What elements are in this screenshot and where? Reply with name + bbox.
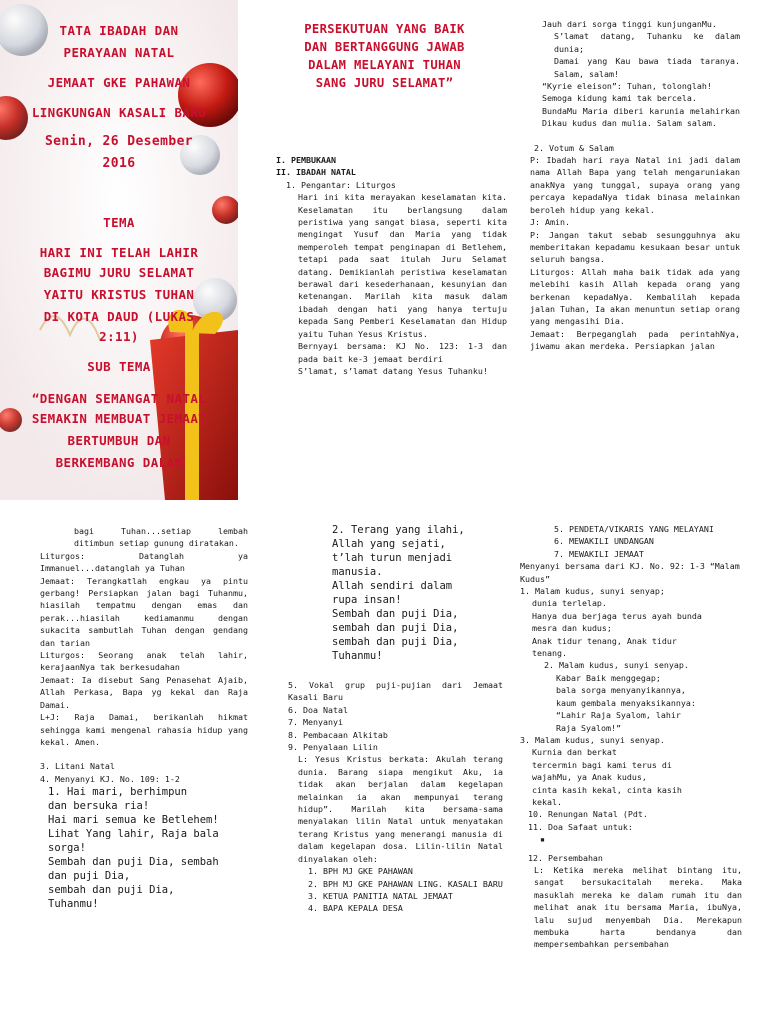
theme-heading-line-3: DALAM MELAYANI TUHAN <box>308 58 461 72</box>
song-109-line: Sembah dan puji Dia, sembah <box>48 856 219 869</box>
lilin-list-item: 1. BPH MJ GKE PAHAWAN <box>308 866 413 877</box>
jemaat-penasehat: Jemaat: Ia disebut Sang Penasehat Ajaib, Allah Perkasa, Bapa yg kekal dan Raja Damai. <box>40 674 248 710</box>
jemaat-terangkatlah: Jemaat: Terangkatlah engkau ya pintu gerbang! Persiapkan jalan bagi Tuhanmu, hiasilah tempatmu dengan emas dan perak...hiasilah kediamanmu dengan sukacita sambutlah Tuhan dengan gendang dan tarian <box>40 575 248 648</box>
hymn-line-1: Jauh dari sorga tinggi kunjunganMu. <box>542 19 717 29</box>
theme-heading <box>262 20 507 92</box>
verse-line: Anak tidur tenang, Anak tidur <box>532 635 677 646</box>
cover-panel <box>0 0 238 500</box>
item-vokal-grup: 5. Vokal grup puji-pujian dari Jemaat Kasali Baru <box>288 680 503 703</box>
votum-p1: P: Ibadah hari raya Natal ini jadi dalam nama Allah Bapa yang telah mengaruniakan anakNya yang tunggal, supaya orang yang percaya kepadaNya tidak binasa melainkan beroleh hidup yang kekal. <box>530 155 740 215</box>
lilin-list <box>288 865 503 915</box>
cover-title-line-3: JEMAAT GKE PAHAWAN <box>47 75 191 90</box>
jemaat-response: Jemaat: Berpeganglah pada perintahNya, jiwamu akan merdeka. Persiapkan jalan <box>530 328 740 352</box>
jemaat-continued: bagi Tuhan...setiap lembah ditimbun setiap gunung diratakan. <box>74 526 248 549</box>
sing-instruction: Bernyayi bersama: KJ No. 123: 1-3 dan pada bait ke-3 jemaat berdiri <box>298 341 507 364</box>
song-109-verse-1 <box>40 785 248 911</box>
verse-line: kekal. <box>532 796 562 807</box>
item-menyanyi-109: 4. Menyanyi KJ. No. 109: 1-2 <box>40 773 180 784</box>
song-line: sembah dan puji Dia, <box>332 622 459 634</box>
hymn-line-5: Semoga kidung kami tak bercela. <box>542 93 697 104</box>
panel-malam-kudus <box>520 523 742 1013</box>
lilin-item-7: 7. MEWAKILI JEMAAT <box>554 548 644 559</box>
song-109-line: Lihat Yang lahir, Raja bala <box>48 828 219 841</box>
lilin-list-item: 3. KETUA PANITIA NATAL JEMAAT <box>308 890 453 901</box>
item-penyalaan-lilin: 9. Penyalaan Lilin <box>288 742 378 753</box>
verse-line: mesra dan kudus; <box>532 623 612 634</box>
verse-line: Kurnia dan berkat <box>532 747 617 758</box>
verse-line: 1. Malam kudus, sunyi senyap; <box>520 586 665 597</box>
song-line: sembah dan puji Dia, <box>332 636 459 648</box>
panel-lilin <box>288 523 503 1013</box>
votum-j1: J: Amin. <box>530 217 570 228</box>
panel-votum <box>530 18 740 488</box>
theme-heading-line-4: SANG JURU SELAMAT” <box>315 76 454 90</box>
section-pembukaan: I. PEMBUKAAN <box>276 155 336 165</box>
item-persembahan: 12. Persembahan <box>528 852 603 863</box>
hymn-line-4: “Kyrie eleison”: Tuhan, tolonglah! <box>542 81 712 92</box>
tema-line-5: 2:11) <box>99 329 139 344</box>
sing-92-instruction: Menyanyi bersama dari KJ. No. 92: 1-3 “Malam Kudus” <box>520 561 740 584</box>
verse-line: 3. Malam kudus, sunyi senyap. <box>520 734 665 745</box>
song-109-line: dan puji Dia, <box>48 870 131 883</box>
verse-line: kaum gembala menyaksikannya: <box>556 697 696 708</box>
song-109-verse-2 <box>288 523 503 663</box>
item-pembacaan-alkitab: 8. Pembacaan Alkitab <box>288 729 388 740</box>
lilin-item-5: 5. PENDETA/VIKARIS YANG MELAYANI <box>554 524 714 534</box>
song-109-line: Tuhanmu! <box>48 898 99 911</box>
item-votum: 2. Votum & Salam <box>534 142 614 153</box>
sub-tema-line-3: BERTUMBUH DAN <box>67 433 171 448</box>
hymn-line-3: Damai yang Kau bawa tiada taranya. Salam, salam! <box>554 56 740 79</box>
liturgos-anak-lahir: Liturgos: Seorang anak telah lahir, kerajaanNya tak berkesudahan <box>40 650 248 673</box>
song-109-line: Hai mari semua ke Betlehem! <box>48 814 219 827</box>
theme-heading-line-1: PERSEKUTUAN YANG BAIK <box>304 22 465 36</box>
cover-title-line-4: LINGKUNGAN KASALI BARU <box>31 105 207 120</box>
item-menyanyi: 7. Menyanyi <box>288 717 343 728</box>
tema-line-4: DI KOTA DAUD (LUKAS <box>43 309 195 324</box>
verse-line: cinta kasih kekal, cinta kasih <box>532 784 682 795</box>
liturgos-datanglah: Liturgos: Datanglah ya Immanuel...datanglah ya Tuhan <box>40 550 248 574</box>
cover-text <box>0 0 238 500</box>
hymn-line-6: BundaMu Maria diberi karunia melahirkan Dikau kudus dan mulia. Salam salam. <box>542 105 740 129</box>
cover-title-line-1: TATA IBADAH DAN <box>59 23 179 38</box>
cover-title-line-2: PERAYAAN NATAL <box>63 45 175 60</box>
item-pengantar: 1. Pengantar: Liturgos <box>286 179 396 190</box>
song-line: Allah sendiri dalam <box>332 580 453 592</box>
hymn-line-2: S’lamat datang, Tuhanku ke dalam dunia; <box>554 31 740 54</box>
song-109-line: dan bersuka ria! <box>48 800 150 813</box>
theme-heading-line-2: DAN BERTANGGUNG JAWAB <box>304 40 465 54</box>
lilin-body: L: Yesus Kristus berkata: Akulah terang dunia. Barang siapa mengikut Aku, ia tidak akan berjalan dalam kegelapan melainkan ia akan mempunyai terang hidup”. Marilah kita bersama-sama menyalakan lilin Natal untuk menyatakan terang Kristus yang menerangi manusia di dalam kegelapan dosa. Lilin-lilin Natal dinyalakan oleh: <box>298 754 503 864</box>
cover-date-line-1: Senin, 26 Desember <box>44 134 194 149</box>
verse-line: “Lahir Raja Syalom, lahir <box>556 710 681 721</box>
song-109-line: sorga! <box>48 842 86 855</box>
sub-tema-line-1: “DENGAN SEMANGAT NATAL <box>31 391 207 406</box>
song-line: t’lah turun menjadi <box>332 552 453 564</box>
tema-line-2: BAGIMU JURU SELAMAT <box>43 265 195 280</box>
persembahan-body: L: Ketika mereka melihat bintang itu, sangat bersukacitalah mereka. Maka masuklah mereka ke dalam rumah itu dan melihat anak itu bersama Maria, ibuNya, lalu sujud menyembah Dia. Merekapun membuka harta bendanya dan mempersembahkan persembahan <box>534 864 742 950</box>
malam-kudus-verse-1 <box>520 585 742 659</box>
liturgos-response: Liturgos: Allah maha baik tidak ada yang melebihi kasih Allah kepada orang yang berkenan kepadaNya. Kembalilah kepada jalan Tuhan, Ia akan menuntun setiap orang yang mengasihi Dia. <box>530 266 740 327</box>
verse-line: tenang. <box>532 648 567 659</box>
bullet-icon: ▪ <box>540 834 545 845</box>
verse-line: Kabar Baik menggegap; <box>556 672 661 683</box>
votum-p2: P: Jangan takut sebab sesungguhnya aku memberitakan kepadamu kesukaan besar untuk seluruh bangsa. <box>530 229 740 265</box>
sub-tema-line-4: BERKEMBANG DALAM <box>55 455 183 470</box>
section-ibadah-natal: II. IBADAH NATAL <box>276 167 356 178</box>
pengantar-body: Hari ini kita merayakan keselamatan kita. Keselamatan itu berlangsung dalam peristiwa yang sangat biasa, seperti kita mengingat Yusuf dan Maria yang tidak memperoleh tempat penginapan di Betlehem, tetapi pada saat itulah Juru Selamat datang. Demikianlah peristiwa keselamatan berawal dari kesederhanaan, kesunyian dan ketenangan. Marilah kita masuk dalam ibadah dengan hati yang hanya tertuju kepada Sang Pemberi Keselamatan dan Hidup yaitu Tuhan Yesus Kristus. <box>298 192 507 339</box>
tema-label: TEMA <box>103 215 135 230</box>
song-line: Tuhanmu! <box>332 650 383 662</box>
song-line: manusia. <box>332 566 383 578</box>
item-renungan: 10. Renungan Natal (Pdt. <box>528 809 648 820</box>
tema-line-3: YAITU KRISTUS TUHAN <box>43 287 195 302</box>
malam-kudus-verse-3 <box>520 734 742 808</box>
song-109-line: sembah dan puji Dia, <box>48 884 175 897</box>
lj-raja-damai: L+J: Raja Damai, berikanlah hikmat sehingga kami mengenal rahasia hidup yang kekal. Amen. <box>40 712 248 747</box>
item-litani: 3. Litani Natal <box>40 761 115 772</box>
panel-litani <box>40 525 248 1015</box>
song-line: Sembah dan puji Dia, <box>332 608 459 620</box>
malam-kudus-verse-2 <box>520 659 742 733</box>
song-line: Allah yang sejati, <box>332 538 446 550</box>
sing-line: S’lamat, s’lamat datang Yesus Tuhanku! <box>298 365 488 376</box>
song-109-line: 1. Hai mari, berhimpun <box>48 786 188 799</box>
verse-line: Hanya dua berjaga terus ayah bunda <box>532 610 702 621</box>
lilin-list-item: 4. BAPA KEPALA DESA <box>308 903 403 914</box>
verse-line: 2. Malam kudus, sunyi senyap. <box>544 660 689 671</box>
sub-tema-label: SUB TEMA <box>87 359 151 374</box>
item-doa-safaat: 11. Doa Safaat untuk: <box>528 821 633 832</box>
song-line: 2. Terang yang ilahi, <box>332 524 465 536</box>
tema-line-1: HARI INI TELAH LAHIR <box>39 245 199 260</box>
verse-line: wajahMu, ya Anak kudus, <box>532 772 647 783</box>
panel-opening <box>262 20 507 490</box>
verse-line: tercermin bagi kami terus di <box>532 759 672 770</box>
song-line: rupa insan! <box>332 594 402 606</box>
lilin-item-6: 6. MEWAKILI UNDANGAN <box>554 536 654 547</box>
cover-date-line-2: 2016 <box>102 156 136 171</box>
sub-tema-line-2: SEMAKIN MEMBUAT JEMAAT <box>31 411 207 426</box>
verse-line: Raja Syalom!” <box>556 722 621 733</box>
verse-line: dunia terlelap. <box>532 598 607 609</box>
verse-line: bala sorga menyanyikannya, <box>556 685 686 696</box>
item-doa-natal: 6. Doa Natal <box>288 704 348 715</box>
lilin-list-item: 2. BPH MJ GKE PAHAWAN LING. KASALI BARU <box>308 878 503 889</box>
